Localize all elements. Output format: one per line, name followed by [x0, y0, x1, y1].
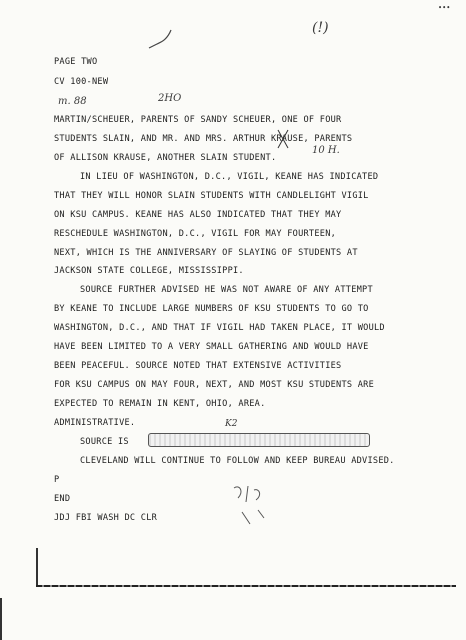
- page-label: PAGE TWO: [54, 57, 98, 67]
- body-line: WASHINGTON, D.C., AND THAT IF VIGIL HAD TAKEN PLACE, IT WOULD: [54, 323, 385, 333]
- bottom-scan-line: [36, 585, 456, 587]
- body-line: RESCHEDULE WASHINGTON, D.C., VIGIL FOR MAY FOURTEEN,: [54, 229, 337, 239]
- body-line: BY KEANE TO INCLUDE LARGE NUMBERS OF KSU STUDENTS TO GO TO: [54, 304, 369, 314]
- top-mark: (!): [312, 20, 329, 36]
- body-line: HAVE BEEN LIMITED TO A VERY SMALL GATHERING AND WOULD HAVE: [54, 342, 369, 352]
- body-line: ADMINISTRATIVE.: [54, 418, 136, 428]
- initials-scribble-icon: [228, 478, 278, 528]
- body-line: THAT THEY WILL HONOR SLAIN STUDENTS WITH CANDLELIGHT VIGIL: [54, 191, 369, 201]
- body-line: P: [54, 475, 60, 485]
- body-line: JDJ FBI WASH DC CLR: [54, 513, 158, 523]
- body-line: OF ALLISON KRAUSE, ANOTHER SLAIN STUDENT.: [54, 153, 277, 163]
- redaction-box: [148, 433, 370, 447]
- file-number: CV 100-NEW: [54, 77, 109, 87]
- body-line: SOURCE IS: [80, 437, 129, 447]
- body-line: IN LIEU OF WASHINGTON, D.C., VIGIL, KEANE HAS INDICATED: [80, 172, 379, 182]
- body-line: SOURCE FURTHER ADVISED HE WAS NOT AWARE OF ANY ATTEMPT: [80, 285, 373, 295]
- right-note: 10 H.: [312, 145, 340, 156]
- body-line: BEEN PEACEFUL. SOURCE NOTED THAT EXTENSIVE ACTIVITIES: [54, 361, 342, 371]
- body-line: EXPECTED TO REMAIN IN KENT, OHIO, AREA.: [54, 399, 266, 409]
- left-scribble: m. 88: [58, 96, 87, 107]
- body-line: FOR KSU CAMPUS ON MAY FOUR, NEXT, AND MOST KSU STUDENTS ARE: [54, 380, 375, 390]
- body-line: CLEVELAND WILL CONTINUE TO FOLLOW AND KEEP BUREAU ADVISED.: [80, 456, 395, 466]
- strike-mark-icon: [276, 128, 290, 150]
- pen-stroke-icon: [145, 22, 175, 52]
- body-line: MARTIN/SCHEUER, PARENTS OF SANDY SCHEUER, ONE OF FOUR: [54, 115, 342, 125]
- margin-scan-line: [0, 598, 2, 640]
- body-line: END: [54, 494, 71, 504]
- mid-scribble: 2HO: [158, 93, 182, 104]
- left-scan-edge: [36, 548, 38, 586]
- body-line: STUDENTS SLAIN, AND MR. AND MRS. ARTHUR KRAUSE, PARENTS: [54, 134, 353, 144]
- body-line: ON KSU CAMPUS. KEANE HAS ALSO INDICATED THAT THEY MAY: [54, 210, 342, 220]
- corner-mark: •••: [438, 4, 451, 12]
- redaction-label: K2: [225, 419, 238, 429]
- body-line: JACKSON STATE COLLEGE, MISSISSIPPI.: [54, 266, 244, 276]
- body-line: NEXT, WHICH IS THE ANNIVERSARY OF SLAYING OF STUDENTS AT: [54, 248, 358, 258]
